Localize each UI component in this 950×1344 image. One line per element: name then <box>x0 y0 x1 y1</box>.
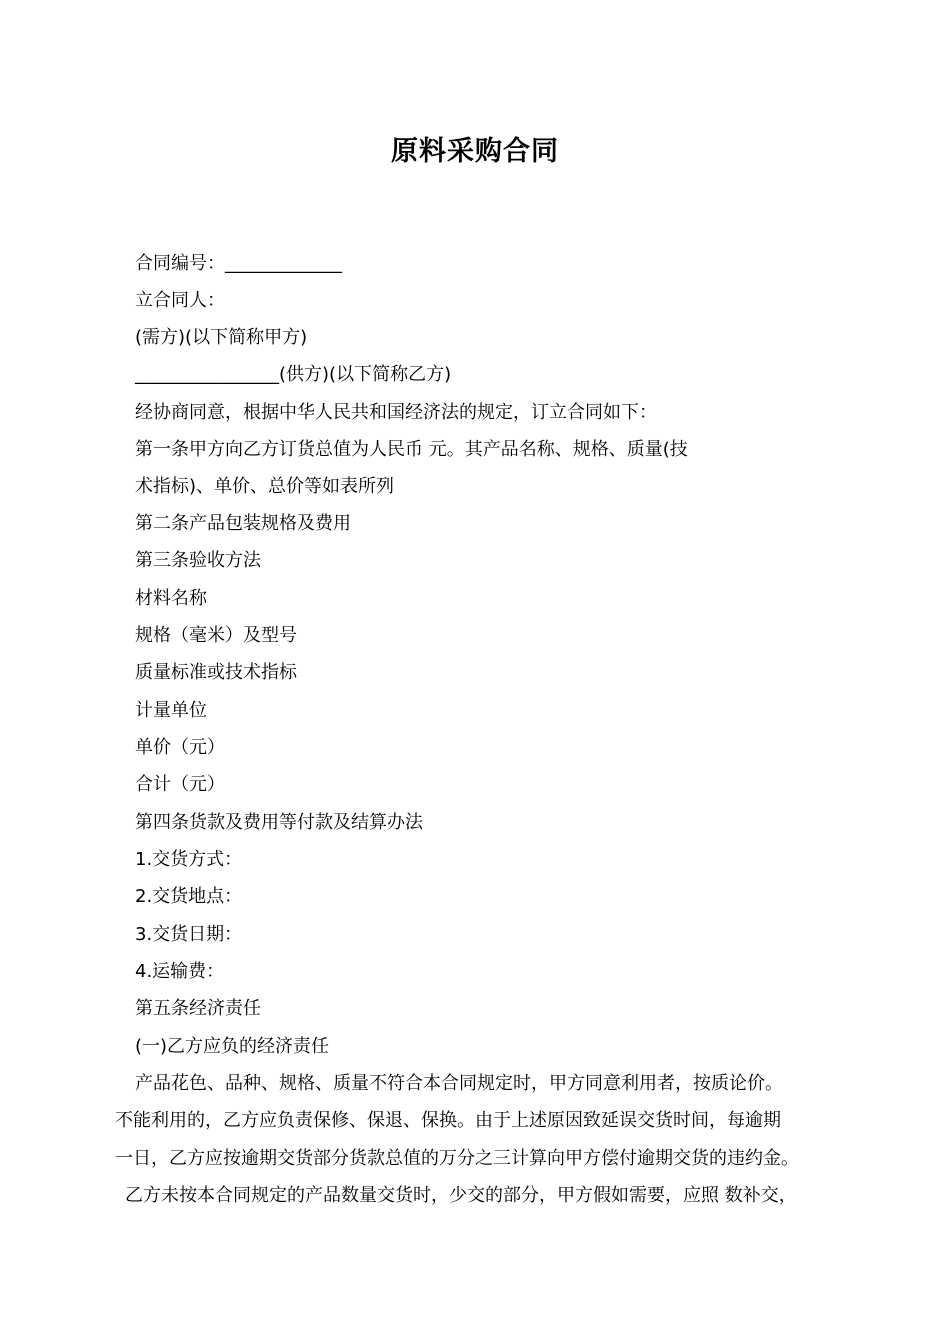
liability-paragraph-line-1: 产品花色、品种、规格、质量不符合本合同规定时，甲方同意利用者，按质论价。 <box>135 1073 783 1094</box>
preamble-line: 经协商同意，根据中华人民共和国经济法的规定，订立合同如下： <box>135 402 657 423</box>
article-5-heading: 第五条经济责任 <box>135 998 261 1019</box>
article-3-heading: 第三条验收方法 <box>135 550 261 571</box>
total-label: 合计（元） <box>135 774 225 795</box>
unit-label: 计量单位 <box>135 700 207 721</box>
delivery-date-line: 3.交货日期： <box>135 924 243 945</box>
liability-paragraph-line-2: 不能利用的，乙方应负责保修、保退、保换。由于上述原因致延误交货时间，每逾期 <box>115 1110 781 1131</box>
supplier-liability-heading: (一)乙方应负的经济责任 <box>135 1036 330 1057</box>
document-title: 原料采购合同 <box>391 136 559 167</box>
supplier-line: ________________(供方)(以下简称乙方) <box>135 364 452 385</box>
contract-number-line: 合同编号：_____________ <box>135 253 342 274</box>
article-1-line-2: 术指标)、单价、总价等如表所列 <box>135 476 395 497</box>
parties-label: 立合同人： <box>135 290 225 311</box>
liability-paragraph-line-3: 一日，乙方应按逾期交货部分货款总值的万分之三计算向甲方偿付逾期交货的违约金。 <box>115 1148 799 1169</box>
material-name-label: 材料名称 <box>135 588 207 609</box>
quality-standard-label: 质量标准或技术指标 <box>135 662 297 683</box>
article-2-heading: 第二条产品包装规格及费用 <box>135 513 351 534</box>
delivery-method-line: 1.交货方式： <box>135 849 243 870</box>
spec-model-label: 规格（毫米）及型号 <box>135 625 297 646</box>
liability-paragraph-line-4: 乙方未按本合同规定的产品数量交货时，少交的部分，甲方假如需要，应照 数补交， <box>125 1185 797 1206</box>
transport-fee-line: 4.运输费： <box>135 961 225 982</box>
article-1-line-1: 第一条甲方向乙方订货总值为人民币 元。其产品名称、规格、质量(技 <box>135 439 688 460</box>
article-4-heading: 第四条货款及费用等付款及结算办法 <box>135 812 423 833</box>
unit-price-label: 单价（元） <box>135 737 225 758</box>
buyer-line: (需方)(以下简称甲方) <box>135 327 308 348</box>
delivery-location-line: 2.交货地点： <box>135 886 243 907</box>
